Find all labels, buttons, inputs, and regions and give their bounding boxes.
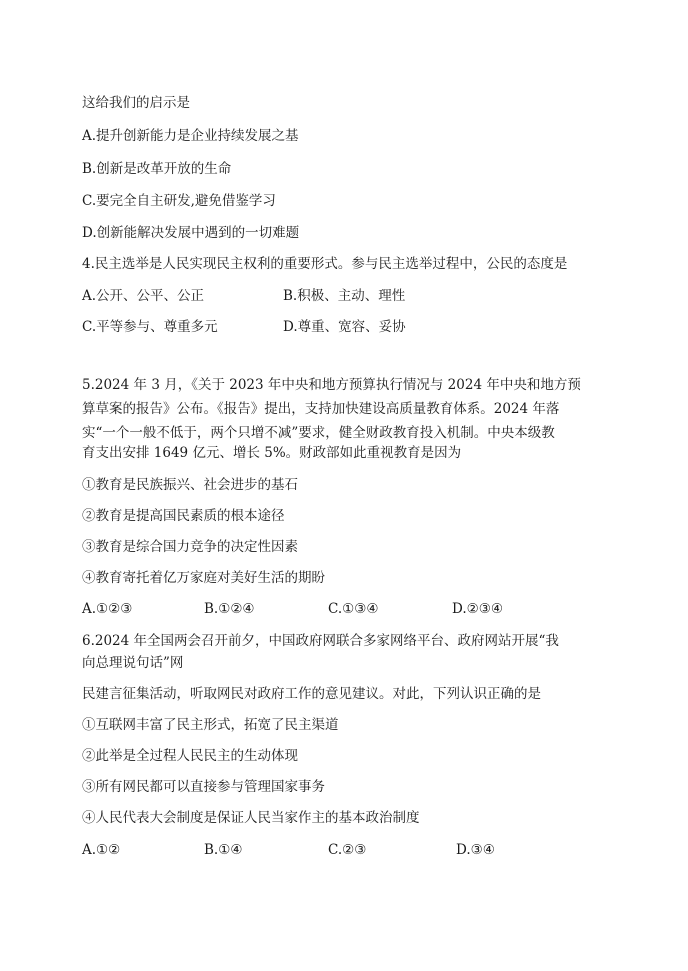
- q6-option-c: C.②③: [328, 842, 367, 858]
- q6-option-d: D.③④: [456, 842, 495, 858]
- q3-stem-tail: 这给我们的启示是: [82, 95, 190, 111]
- q5-stem-line-2: 算草案的报告》公布。《报告》提出，支持加快建设高质量教育体系。2024 年落: [82, 401, 560, 417]
- q5-statement-2: ②教育是提高国民素质的根本途径: [82, 508, 285, 524]
- q6-option-b: B.①④: [204, 842, 243, 858]
- q6-stem-line-1: 6.2024 年全国两会召开前夕，中国政府网联合多家网络平台、政府网站开展“我: [82, 633, 559, 649]
- q4-option-c: C.平等参与、尊重多元: [82, 319, 218, 335]
- q6-statement-2: ②此举是全过程人民民主的生动体现: [82, 748, 298, 764]
- q5-statement-1: ①教育是民族振兴、社会进步的基石: [82, 477, 298, 493]
- q5-stem-line-4: 育支出安排 1649 亿元、增长 5%。财政部如此重视教育是因为: [82, 445, 462, 461]
- q5-option-c: C.①③④: [328, 601, 379, 617]
- q4-option-b: B.积极、主动、理性: [283, 288, 406, 304]
- q5-stem-line-3: 实“一个一般不低于，两个只增不减”要求，健全财政教育投入机制。中央本级教: [82, 425, 555, 441]
- q6-statement-3: ③所有网民都可以直接参与管理国家事务: [82, 779, 325, 795]
- q6-option-a: A.①②: [82, 842, 121, 858]
- q5-stem-line-1: 5.2024 年 3 月，《关于 2023 年中央和地方预算执行情况与 2024 年中央和地方预: [82, 377, 581, 393]
- q5-statement-4: ④教育寄托着亿万家庭对美好生活的期盼: [82, 570, 325, 586]
- q5-option-d: D.②③④: [452, 601, 503, 617]
- q4-option-d: D.尊重、宽容、妥协: [283, 319, 406, 335]
- q3-option-d: D.创新能解决发展中遇到的一切难题: [82, 225, 300, 241]
- q6-stem-line-2: 向总理说句话”网: [82, 655, 184, 671]
- q3-option-c: C.要完全自主研发,避免借鉴学习: [82, 193, 276, 209]
- q3-option-b: B.创新是改革开放的生命: [82, 161, 232, 177]
- q5-statement-3: ③教育是综合国力竞争的决定性因素: [82, 539, 298, 555]
- q4-stem: 4.民主选举是人民实现民主权利的重要形式。参与民主选举过程中，公民的态度是: [82, 256, 568, 272]
- q6-statement-1: ①互联网丰富了民主形式，拓宽了民主渠道: [82, 717, 339, 733]
- q3-option-a: A.提升创新能力是企业持续发展之基: [82, 128, 299, 144]
- q5-option-b: B.①②④: [204, 601, 255, 617]
- q6-stem-line-3: 民建言征集活动，听取网民对政府工作的意见建议。对此，下列认识正确的是: [82, 686, 541, 702]
- q6-statement-4: ④人民代表大会制度是保证人民当家作主的基本政治制度: [82, 810, 420, 826]
- q4-option-a: A.公开、公平、公正: [82, 288, 205, 304]
- q5-option-a: A.①②③: [82, 601, 133, 617]
